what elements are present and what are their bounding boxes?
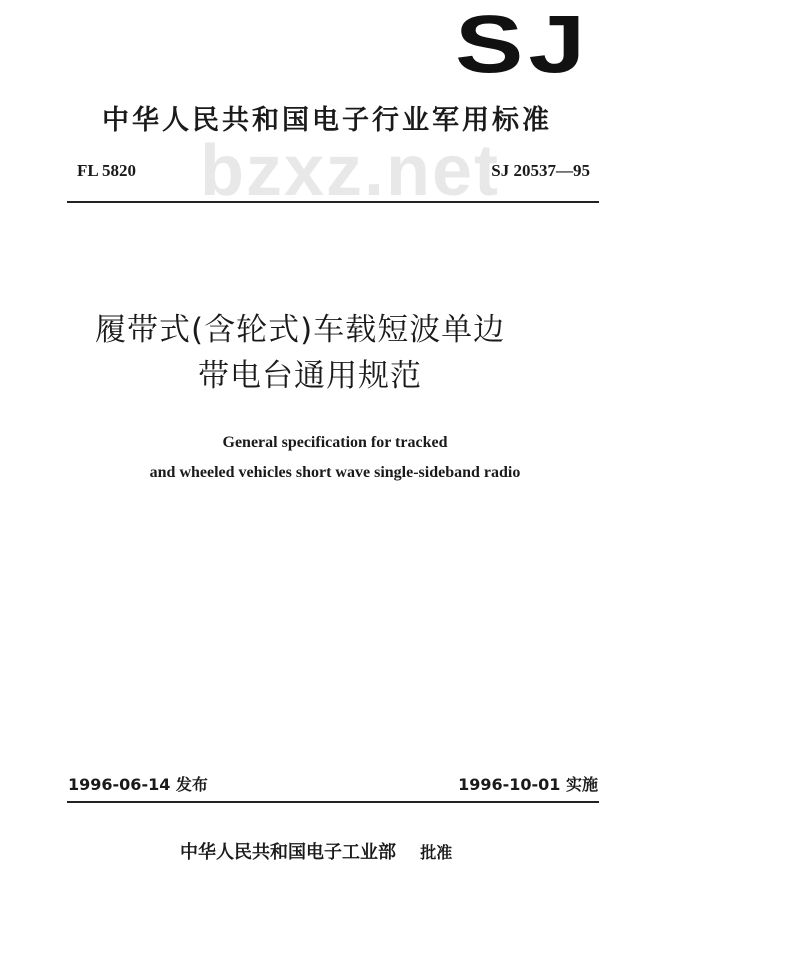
approving-authority	[180, 838, 452, 864]
footer-divider	[67, 801, 599, 803]
title-en-line-1: General specification for tracked	[222, 434, 448, 451]
title-zh-line-1: 履带式(含轮式)车载短波单边	[95, 312, 506, 348]
classification-code: FL 5820	[77, 161, 137, 180]
authority-name: 中华人民共和国电子工业部	[180, 842, 396, 863]
approval-label: 批准	[420, 843, 453, 862]
effective-date: 1996-10-01 实施	[458, 775, 598, 794]
document-title-chinese	[95, 307, 505, 399]
standard-number: SJ 20537—95	[491, 161, 590, 180]
title-en-line-2: and wheeled vehicles short wave single-sideband radio	[149, 464, 521, 481]
header-divider	[67, 201, 599, 203]
sj-logo: SJ	[455, 0, 591, 90]
issue-date: 1996-06-14 发布	[68, 775, 208, 794]
series-title: 中华人民共和国电子行业军用标准	[102, 105, 552, 136]
watermark: bzxz.net	[200, 131, 501, 211]
title-zh-line-2: 带电台通用规范	[198, 358, 422, 394]
document-title-english	[100, 428, 570, 488]
